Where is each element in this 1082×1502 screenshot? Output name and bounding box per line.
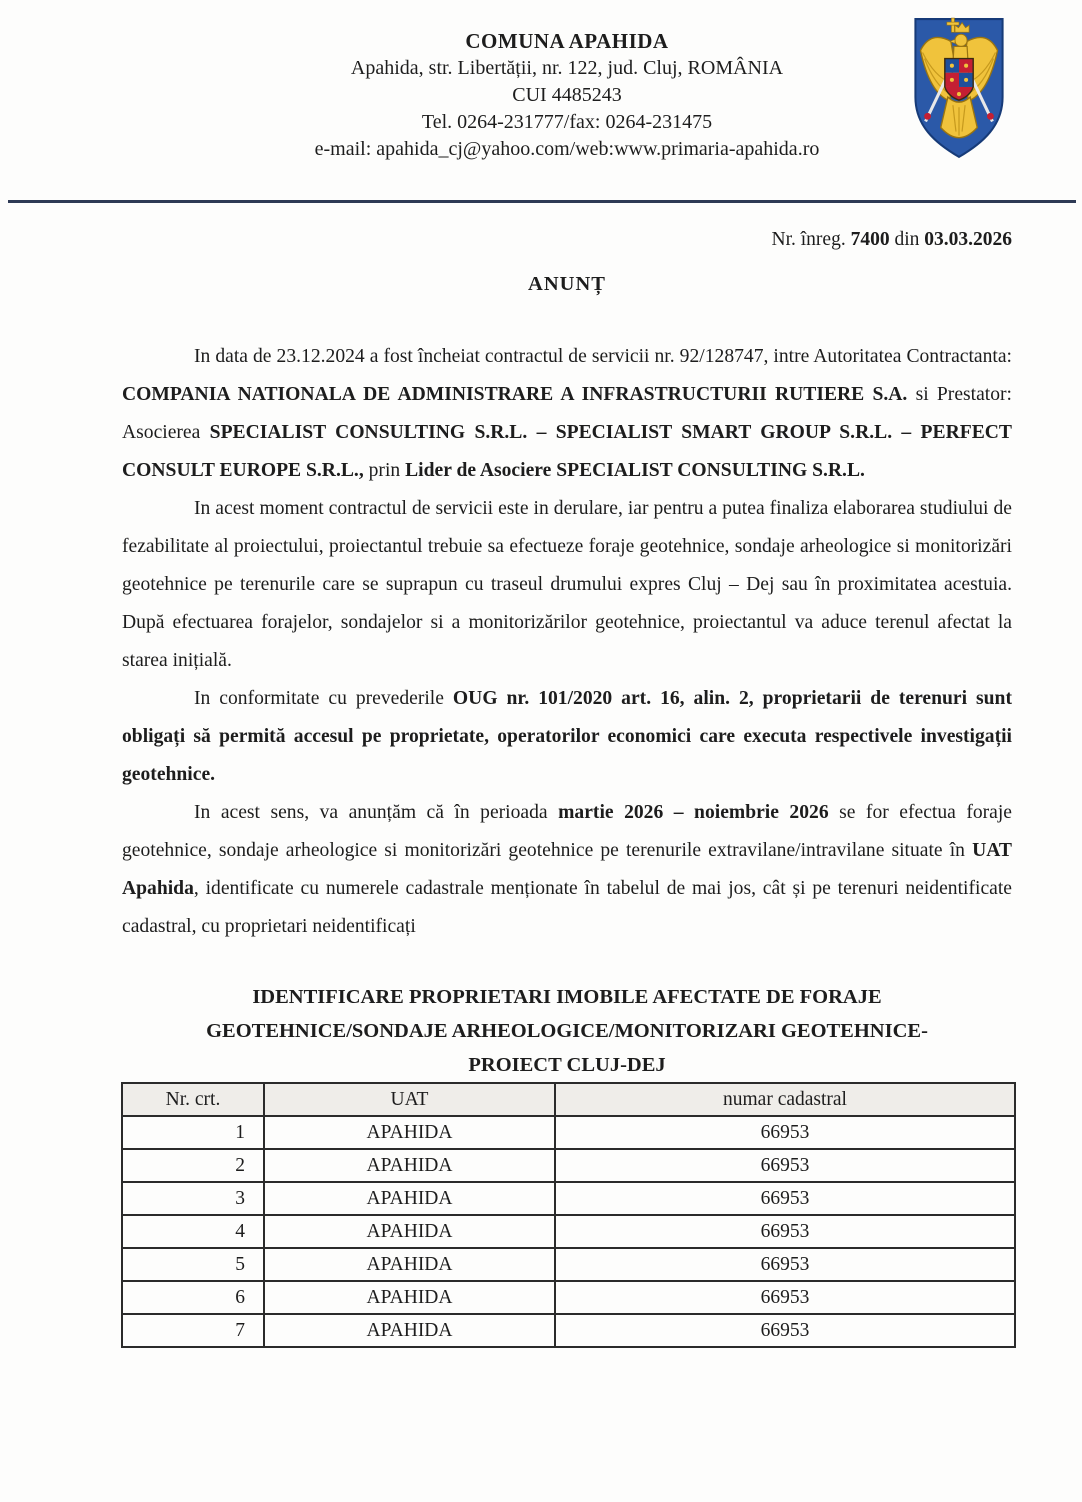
text-segment: prin: [363, 460, 406, 481]
text-segment: OUG nr. 101/2020 art. 16, alin. 2, proprietarii de terenuri sunt obligați să permită accesul pe proprietate, operatorilor economici care executa respectivele investigații geotehnice.: [122, 688, 1012, 785]
org-name: COMUNA APAHIDA: [465, 29, 669, 53]
text-segment: din: [889, 229, 925, 250]
text-segment: In conformitate cu prevederile: [194, 688, 453, 709]
table-row: [122, 1182, 1015, 1215]
text-segment: SPECIALIST CONSULTING S.R.L. – SPECIALIST SMART GROUP S.R.L. – PERFECT CONSULT EUROPE S.R.L.,: [122, 422, 1012, 481]
table-cell: 66953: [555, 1215, 1015, 1248]
column-header-uat: UAT: [264, 1083, 555, 1116]
table-row: [122, 1281, 1015, 1314]
table-row: [122, 1314, 1015, 1347]
text-segment: se for efectua foraje geotehnice, sondaje arheologice si monitorizări geotehnice pe terenurile extravilane/intravilane situate în: [122, 802, 1012, 861]
text-segment: UAT Apahida: [122, 840, 1012, 899]
text-segment: 03.03.2026: [924, 229, 1012, 250]
text-segment: Nr. înreg.: [771, 229, 851, 250]
paragraph-status: [122, 490, 1012, 680]
text-segment: si Prestator: Asocierea: [122, 384, 1012, 443]
letterhead: [122, 0, 1012, 163]
table-cell: 66953: [555, 1149, 1015, 1182]
document-body: [122, 338, 1012, 946]
paragraph-contract: [122, 338, 1012, 490]
table-cell: APAHIDA: [264, 1182, 555, 1215]
table-body: [122, 1116, 1015, 1347]
table-cell: 2: [122, 1149, 264, 1182]
table-cell: 66953: [555, 1281, 1015, 1314]
table-cell: APAHIDA: [264, 1314, 555, 1347]
header-divider: [8, 200, 1076, 203]
table-cell: APAHIDA: [264, 1116, 555, 1149]
column-header-numar-cadastral: numar cadastral: [555, 1083, 1015, 1116]
romania-coat-of-arms-icon: [908, 14, 1010, 164]
table-cell: APAHIDA: [264, 1281, 555, 1314]
table-cell: 1: [122, 1116, 264, 1149]
text-segment: In data de 23.12.2024 a fost încheiat contractul de servicii nr. 92/128747, intre Autoritatea Contractanta:: [194, 346, 1012, 367]
table-row: [122, 1149, 1015, 1182]
paragraph-period: [122, 794, 1012, 946]
table-cell: 6: [122, 1281, 264, 1314]
text-segment: In acest moment contractul de servicii este in derulare, iar pentru a putea finaliza elaborarea studiului de fezabilitate al proiectului, proiectantul trebuie sa efectueze foraje geotehnice, sondaje arheologice si monitorizări geotehnice pe terenurile care se suprapun cu traseul drumului expres Cluj – Dej sau în proximitatea acestuia. După efectuarea forajelor, sondajelor si a monitorizărilor geotehnice, proiectantul va aduce terenul afectat la starea inițială.: [122, 498, 1012, 671]
table-cell: 4: [122, 1215, 264, 1248]
table-row: [122, 1248, 1015, 1281]
org-email: e-mail: apahida_cj@yahoo.com/web:www.primaria-apahida.ro: [314, 138, 820, 160]
table-cell: 66953: [555, 1116, 1015, 1149]
table-row: [122, 1116, 1015, 1149]
table-cell: APAHIDA: [264, 1248, 555, 1281]
table-row: [122, 1215, 1015, 1248]
column-header-nr-crt: Nr. crt.: [122, 1083, 264, 1116]
table-cell: APAHIDA: [264, 1215, 555, 1248]
paragraph-legal: [122, 680, 1012, 794]
table-cell: APAHIDA: [264, 1149, 555, 1182]
text-segment: , identificate cu numerele cadastrale menționate în tabelul de mai jos, cât și pe terenuri neidentificate cadastral, cu proprietari neidentificați: [122, 878, 1012, 937]
table-cell: 66953: [555, 1314, 1015, 1347]
table-title-line-1: IDENTIFICARE PROPRIETARI IMOBILE AFECTATE DE FORAJE: [252, 986, 882, 1008]
document-title: ANUNȚ: [528, 273, 606, 295]
table-title-line-2: GEOTEHNICE/SONDAJE ARHEOLOGICE/MONITORIZARI GEOTEHNICE-: [206, 1020, 928, 1042]
text-segment: COMPANIA NATIONALA DE ADMINISTRARE A INFRASTRUCTURII RUTIERE S.A.: [122, 384, 908, 405]
table-title-line-3: PROIECT CLUJ-DEJ: [468, 1054, 666, 1076]
org-cui: CUI 4485243: [512, 84, 622, 106]
text-segment: In acest sens, va anunțăm că în perioada: [194, 802, 559, 823]
registration-number: [122, 229, 1012, 251]
table-cell: 66953: [555, 1182, 1015, 1215]
cadastral-table: [121, 1082, 1016, 1348]
table-cell: 5: [122, 1248, 264, 1281]
table-cell: 66953: [555, 1248, 1015, 1281]
table-cell: 7: [122, 1314, 264, 1347]
org-address: Apahida, str. Libertății, nr. 122, jud. Cluj, ROMÂNIA: [350, 57, 784, 79]
text-segment: Lider de Asociere SPECIALIST CONSULTING S.R.L.: [405, 460, 865, 481]
text-segment: martie 2026 – noiembrie 2026: [558, 802, 829, 823]
table-header-row: [122, 1083, 1015, 1116]
text-segment: 7400: [850, 229, 890, 250]
table-cell: 3: [122, 1182, 264, 1215]
table-title: [122, 980, 1012, 1082]
org-phone: Tel. 0264-231777/fax: 0264-231475: [421, 111, 713, 133]
